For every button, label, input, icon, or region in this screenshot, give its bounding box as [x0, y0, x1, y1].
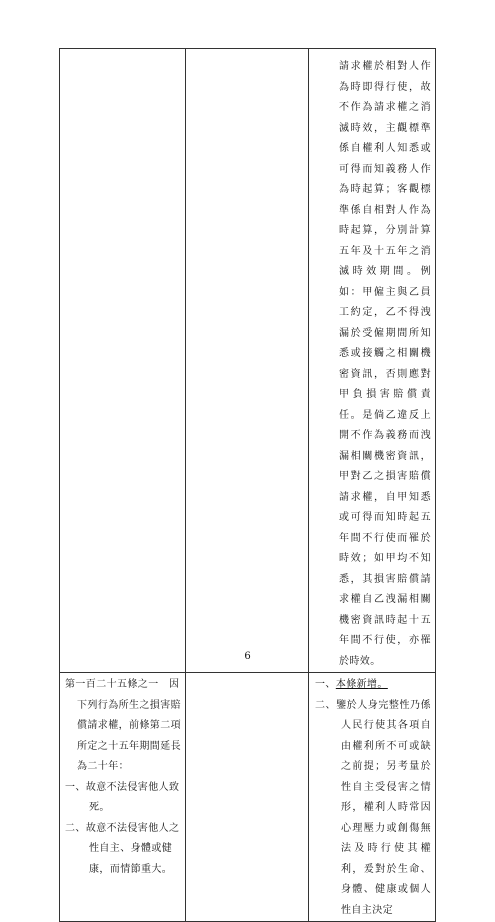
current-provision-cell [186, 673, 309, 922]
comparison-table [59, 48, 436, 922]
amended-provision-cell [60, 49, 186, 673]
explanation-note: 一、本條新增。 [315, 679, 388, 690]
current-provision-cell [186, 49, 309, 673]
explanation-cell [309, 49, 436, 673]
table-row [60, 49, 436, 673]
explanation-note: 二、鑒於人身完整性乃係人民行使其各項自由權利所不可或缺之前提；另考量於性自主受侵害之情形，權利人時常因心理壓力或創傷無法及時行使其權利，爰對於生命、身體、健康或個人性自主決定 [315, 699, 431, 916]
explanation-cell [309, 673, 436, 922]
article-item: 一、故意不法侵害他人致死。 [65, 781, 180, 813]
article-item: 二、故意不法侵害他人之性自主、身體或健康，而情節重大。 [65, 822, 180, 875]
table-row [60, 673, 436, 922]
explanation-text: 請求權於相對人作為時即得行使，故不作為請求權之消滅時效，主觀標準係自權利人知悉或可得而知義務人作為時起算；客觀標準係自相對人作為時起算，分別計算五年及十五年之消滅時效期間。例如：甲僱主與乙員工約定，乙不得洩漏於受僱期間所知悉或接觸之相關機密資訊，否則應對甲負損害賠償責任。是倘乙違反上開不作為義務而洩漏相關機密資訊，甲對乙之損害賠償請求權，自甲知悉或可得而知時起五年間不行使而罹於時效；如甲均不知悉，其損害賠償請求權自乙洩漏相關機密資訊時起十五年間不行使，亦罹於時效。 [339, 61, 431, 667]
page-number: 6 [244, 651, 251, 662]
amended-provision-cell [60, 673, 186, 922]
article-heading: 第一百二十五條之一 因下列行為所生之損害賠償請求權，前條第二項所定之十五年期間延長為二十年： [65, 679, 181, 772]
